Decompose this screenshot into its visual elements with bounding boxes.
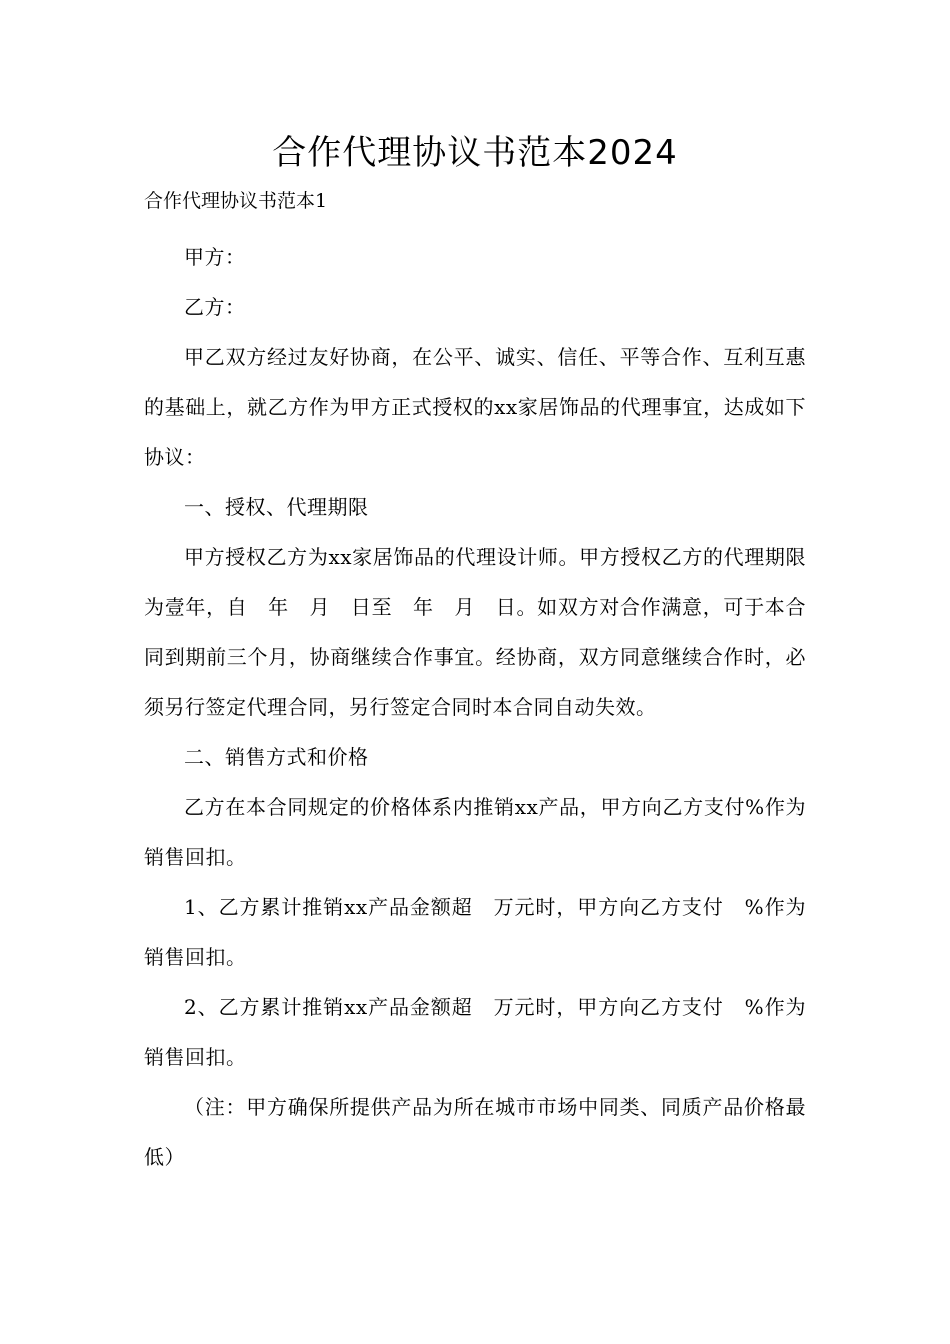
party-a-line: 甲方： [184, 245, 246, 269]
document-subtitle: 合作代理协议书范本1 [144, 190, 328, 212]
section-heading-1: 一、授权、代理期限 [184, 495, 369, 519]
sales-paragraph: 乙方在本合同规定的价格体系内推销xx产品，甲方向乙方支付%作为销售回扣。 [144, 795, 806, 869]
price-note: （注：甲方确保所提供产品为所在城市市场中同类、同质产品价格最低） [144, 1095, 806, 1169]
document-title: 合作代理协议书范本2024 [272, 133, 678, 173]
section-heading-2: 二、销售方式和价格 [184, 745, 369, 769]
authorization-paragraph: 甲方授权乙方为xx家居饰品的代理设计师。甲方授权乙方的代理期限为壹年，自 年 月 日至 年 月 日。如双方对合作满意，可于本合同到期前三个月，协商继续合作事宜。经协商，双方同意继续合作时，必须另行签定代理合同，另行签定合同时本合同自动失效。 [144, 545, 806, 719]
rebate-clause-2: 2、乙方累计推销xx产品金额超 万元时，甲方向乙方支付 %作为销售回扣。 [144, 995, 806, 1069]
party-b-line: 乙方： [184, 295, 246, 319]
rebate-clause-1: 1、乙方累计推销xx产品金额超 万元时，甲方向乙方支付 %作为销售回扣。 [144, 895, 806, 969]
intro-paragraph: 甲乙双方经过友好协商，在公平、诚实、信任、平等合作、互利互惠的基础上，就乙方作为甲方正式授权的xx家居饰品的代理事宜，达成如下协议： [144, 345, 806, 469]
